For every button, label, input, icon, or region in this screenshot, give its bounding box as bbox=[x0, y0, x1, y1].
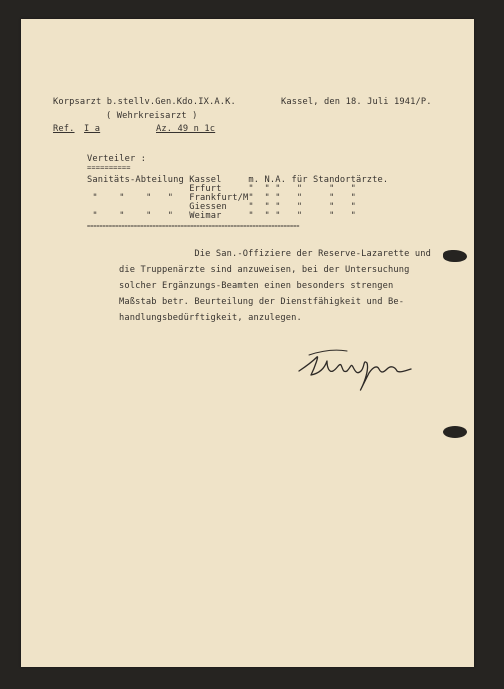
ref-label: Ref. bbox=[53, 124, 75, 134]
distribution-row: " " " " Weimar " " " " " " bbox=[87, 211, 357, 221]
body-line: Maßstab betr. Beurteilung der Dienstfähigkeit und Be- bbox=[119, 297, 405, 307]
az-label: Az. 49 n 1c bbox=[156, 124, 216, 134]
distribution-row: " " " " Frankfurt/M" " " " " " bbox=[87, 193, 357, 203]
body-line: Die San.-Offiziere der Reserve-Lazarette und bbox=[119, 249, 432, 259]
distribution-title-underline: ========== bbox=[87, 164, 131, 172]
body-line: solcher Ergänzungs-Beamten einen besonders strengen bbox=[119, 281, 394, 291]
body-line: die Truppenärzte sind anzuweisen, bei der Untersuchung bbox=[119, 265, 410, 275]
distribution-title: Verteiler : bbox=[87, 154, 147, 164]
distribution-separator: ==================================================================== bbox=[87, 224, 300, 230]
ref-value: I a bbox=[84, 124, 101, 134]
sender-office: Korpsarzt b.stellv.Gen.Kdo.IX.A.K. bbox=[53, 97, 236, 107]
distribution-row: Giessen " " " " " " bbox=[87, 202, 357, 212]
punch-hole-lower bbox=[443, 426, 467, 438]
place-date: Kassel, den 18. Juli 1941/P. bbox=[281, 97, 432, 107]
sender-subtitle: ( Wehrkreisarzt ) bbox=[106, 111, 198, 121]
signature bbox=[291, 337, 421, 397]
body-line: handlungsbedürftigkeit, anzulegen. bbox=[119, 313, 302, 323]
document-page bbox=[21, 19, 474, 667]
distribution-row: Erfurt " " " " " " bbox=[87, 184, 357, 194]
punch-hole-upper bbox=[443, 250, 467, 262]
distribution-row: Sanitäts-Abteilung Kassel m. N.A. für Standortärzte. bbox=[87, 175, 389, 185]
